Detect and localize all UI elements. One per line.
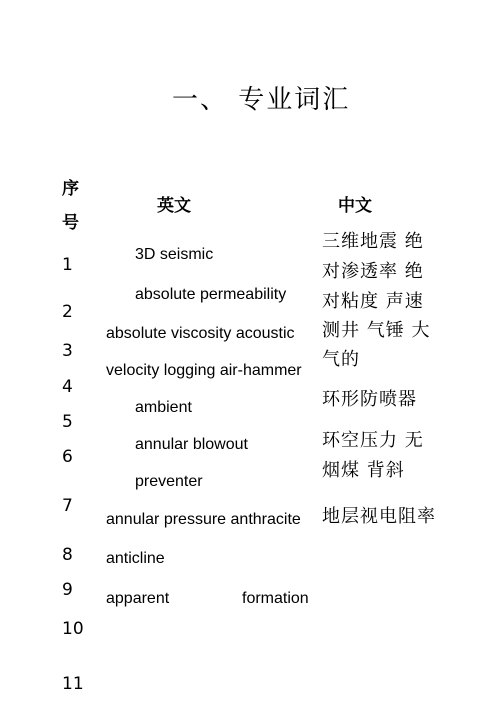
chinese-term: 气的 xyxy=(322,349,360,370)
english-term: preventer xyxy=(135,473,203,490)
row-number: 6 xyxy=(62,447,73,467)
english-term: annular blowout xyxy=(135,436,248,453)
english-term: absolute permeability xyxy=(135,286,287,303)
row-number: 1 xyxy=(62,255,73,275)
row-number: 9 xyxy=(62,580,73,600)
row-number: 2 xyxy=(62,302,73,322)
english-term: velocity logging air-hammer xyxy=(106,362,302,379)
page-title: 一、 专业词汇 xyxy=(172,85,351,115)
english-term: ambient xyxy=(135,399,192,416)
row-number: 10 xyxy=(62,619,84,639)
english-term: formation xyxy=(242,590,309,607)
row-number: 11 xyxy=(62,674,84,694)
chinese-header: 中文 xyxy=(338,196,372,216)
chinese-term: 环空压力 无 xyxy=(322,430,424,451)
english-term: apparent xyxy=(106,590,170,607)
english-term: 3D seismic xyxy=(135,246,214,263)
row-number: 3 xyxy=(62,341,73,361)
chinese-term: 三维地震 绝 xyxy=(322,231,424,252)
chinese-term: 对渗透率 绝 xyxy=(322,261,424,282)
row-number: 4 xyxy=(62,377,73,397)
english-term: absolute viscosity acoustic xyxy=(106,325,295,342)
row-number: 8 xyxy=(62,545,73,565)
chinese-term: 环形防喷器 xyxy=(322,389,417,410)
chinese-term: 烟煤 背斜 xyxy=(322,460,405,481)
chinese-term: 对粘度 声速 xyxy=(322,291,424,312)
seq-header-line1: 序 xyxy=(62,179,79,199)
chinese-term: 地层视电阻率 xyxy=(322,506,436,527)
english-term: annular pressure anthracite xyxy=(106,511,301,528)
seq-header-line2: 号 xyxy=(62,213,79,233)
english-term: anticline xyxy=(106,550,165,567)
english-header: 英文 xyxy=(157,196,191,216)
row-number: 7 xyxy=(62,496,73,516)
row-number: 5 xyxy=(62,412,73,432)
chinese-term: 测井 气锤 大 xyxy=(322,320,431,341)
